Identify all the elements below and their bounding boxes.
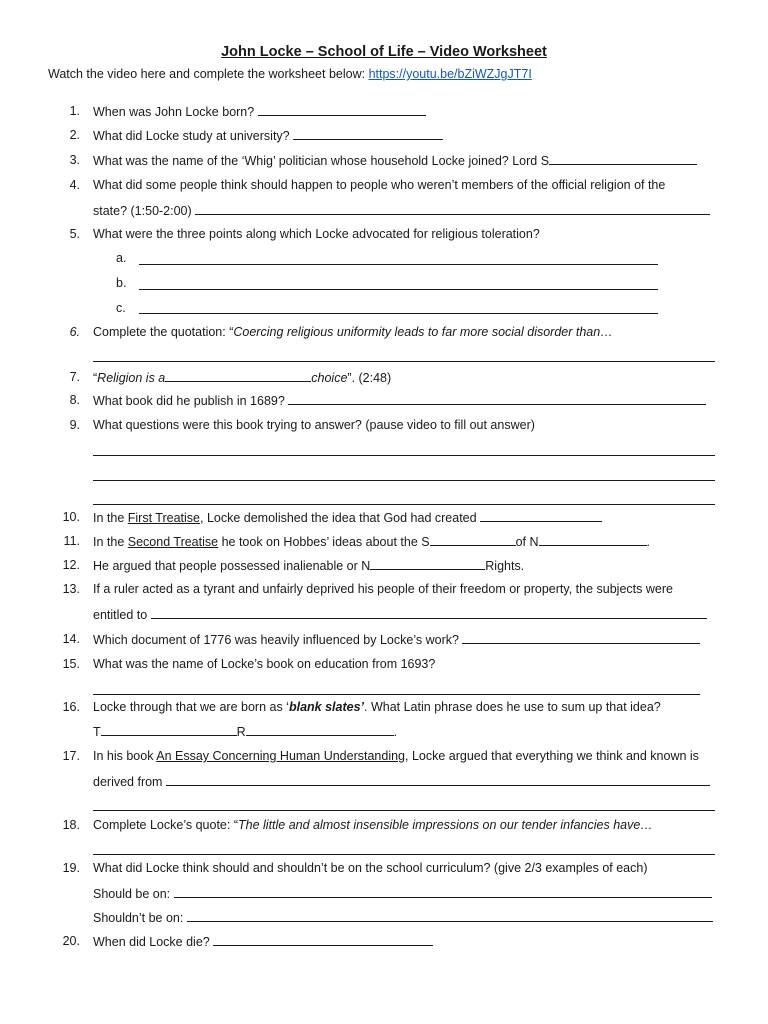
q16-t: T <box>93 725 101 739</box>
q15-number: 15. <box>62 657 80 671</box>
q7-open-quote: “ <box>93 371 98 385</box>
q13-answer-blank[interactable] <box>151 607 707 619</box>
q17-text-3: derived from <box>93 775 163 789</box>
q11-row <box>93 534 650 550</box>
q7-number: 7. <box>69 370 80 384</box>
q9-answer-blank-3[interactable] <box>93 504 715 505</box>
q4-row2 <box>93 203 710 219</box>
q10-answer-blank[interactable] <box>480 510 602 522</box>
q1-answer-blank[interactable] <box>258 104 426 116</box>
q4-text: What did some people think should happen to people who weren’t members of the official religion of the <box>93 178 666 192</box>
q10-number: 10. <box>62 510 80 524</box>
q15-text: What was the name of Locke’s book on education from 1693? <box>93 657 436 671</box>
q19-shouldnt-row <box>93 910 713 926</box>
q11-of-n: of N <box>515 535 539 549</box>
q13-row2 <box>93 607 707 623</box>
q20-text: When did Locke die? <box>93 935 210 949</box>
q11-text: In the <box>93 535 128 549</box>
q11-number: 11. <box>63 534 80 548</box>
q3-answer-blank[interactable] <box>549 153 697 165</box>
q16-row <box>93 700 661 715</box>
video-link[interactable]: https://youtu.be/bZiWZJgJT7I <box>368 67 532 81</box>
q7-choice: choice <box>311 371 348 385</box>
q12-number: 12. <box>62 558 80 572</box>
q16-text: Locke through that we are born as ‘ <box>93 700 289 714</box>
q13-number: 13. <box>62 582 80 596</box>
q4-answer-blank[interactable] <box>195 203 710 215</box>
q5-b-answer-blank[interactable] <box>139 289 658 290</box>
q14-answer-blank[interactable] <box>462 632 700 644</box>
intro-line <box>48 67 532 82</box>
q19-should-label: Should be on: <box>93 887 171 901</box>
q9-answer-blank-2[interactable] <box>93 480 715 481</box>
q18-answer-blank[interactable] <box>93 854 715 855</box>
q19-should-row <box>93 886 712 902</box>
q16-text-2: . What Latin phrase does he use to sum up that idea? <box>364 700 661 714</box>
intro-text: Watch the video here and complete the worksheet below: <box>48 67 369 81</box>
q9-text: What questions were this book trying to answer? (pause video to fill out answer) <box>93 418 535 432</box>
q13-text: If a ruler acted as a tyrant and unfairly deprived his people of their freedom or property, the subjects were <box>93 582 673 596</box>
q4-number: 4. <box>69 178 80 192</box>
q11-period: . <box>646 535 651 549</box>
q19-shouldnt-label: Shouldn’t be on: <box>93 911 184 925</box>
q16-answer-blank-2[interactable] <box>246 724 394 736</box>
q17-text-2: , Locke argued that everything we think and known is <box>405 749 699 763</box>
q16-blank-slates: blank slates’ <box>288 700 365 714</box>
q6-text: Complete the quotation: “ <box>93 325 234 339</box>
q3-number: 3. <box>69 153 80 167</box>
q17-answer-blank-1[interactable] <box>166 774 710 786</box>
q7-text: Religion is a <box>97 371 166 385</box>
q3-row <box>93 153 697 169</box>
worksheet-title: John Locke – School of Life – Video Worksheet <box>221 44 547 60</box>
q6-quote: Coercing religious uniformity leads to far more social disorder than… <box>233 325 613 339</box>
q6-row <box>93 325 613 340</box>
q7-row <box>93 370 391 386</box>
q2-row <box>93 128 443 144</box>
q16-r: R <box>236 725 246 739</box>
q5-text: What were the three points along which Locke advocated for religious toleration? <box>93 227 540 241</box>
q14-text: Which document of 1776 was heavily influenced by Locke’s work? <box>93 633 459 647</box>
q16-period: . <box>393 725 398 739</box>
q12-row <box>93 558 524 574</box>
q17-answer-blank-2[interactable] <box>93 810 715 811</box>
q16-number: 16. <box>62 700 80 714</box>
q11-text-2: he took on Hobbes’ ideas about the S <box>218 535 430 549</box>
q8-row <box>93 393 706 409</box>
q18-text: Complete Locke’s quote: “ <box>93 818 238 832</box>
q18-quote: The little and almost insensible impressions on our tender infancies have… <box>238 818 653 832</box>
q7-timestamp: ”. (2:48) <box>347 371 392 385</box>
q10-row <box>93 510 602 526</box>
q9-number: 9. <box>69 418 80 432</box>
q5-a-label: a. <box>116 251 127 265</box>
q19-number: 19. <box>62 861 80 875</box>
q19-text: What did Locke think should and shouldn’t be on the school curriculum? (give 2/3 examples of each) <box>93 861 648 875</box>
q10-text: In the <box>93 511 128 525</box>
q6-answer-blank[interactable] <box>93 361 715 362</box>
q17-row <box>93 749 699 764</box>
q5-number: 5. <box>69 227 80 241</box>
q5-b-label: b. <box>116 276 127 290</box>
q12-answer-blank[interactable] <box>370 558 485 570</box>
q17-book-title: An Essay Concerning Human Understanding <box>156 749 405 763</box>
q14-row <box>93 632 700 648</box>
q17-number: 17. <box>62 749 80 763</box>
q4-text-2: state? (1:50-2:00) <box>93 204 192 218</box>
q11-answer-blank-1[interactable] <box>430 534 516 546</box>
q19-should-answer-blank[interactable] <box>174 886 712 898</box>
q8-number: 8. <box>69 393 80 407</box>
q20-row <box>93 934 433 950</box>
q8-text: What book did he publish in 1689? <box>93 394 285 408</box>
q5-a-answer-blank[interactable] <box>139 264 658 265</box>
q7-answer-blank[interactable] <box>165 370 311 382</box>
q6-number: 6. <box>69 325 80 339</box>
q17-row2 <box>93 774 710 790</box>
q2-number: 2. <box>69 128 80 142</box>
q2-answer-blank[interactable] <box>293 128 443 140</box>
q18-number: 18. <box>62 818 80 832</box>
q16-answer-blank-1[interactable] <box>101 724 237 736</box>
q20-answer-blank[interactable] <box>213 934 433 946</box>
q14-number: 14. <box>62 632 80 646</box>
q16-row2 <box>93 724 397 740</box>
q1-number: 1. <box>69 104 80 118</box>
q9-answer-blank-1[interactable] <box>93 455 715 456</box>
q1-row <box>93 104 426 120</box>
q1-text: When was John Locke born? <box>93 105 255 119</box>
q19-shouldnt-answer-blank[interactable] <box>187 910 713 922</box>
q17-text: In his book <box>93 749 157 763</box>
q12-text: He argued that people possessed inalienable or N <box>93 559 371 573</box>
q3-text: What was the name of the ‘Whig’ politician whose household Locke joined? Lord S <box>93 154 550 168</box>
q20-number: 20. <box>62 934 80 948</box>
q11-book-title: Second Treatise <box>127 535 219 549</box>
q18-row <box>93 818 653 833</box>
q15-answer-blank[interactable] <box>93 694 700 695</box>
q5-c-label: c. <box>116 301 126 315</box>
q2-text: What did Locke study at university? <box>93 129 290 143</box>
q13-text-2: entitled to <box>93 608 148 622</box>
q10-text-2: , Locke demolished the idea that God had created <box>200 511 477 525</box>
q8-answer-blank[interactable] <box>288 393 706 405</box>
q5-c-answer-blank[interactable] <box>139 313 658 314</box>
q10-book-title: First Treatise <box>127 511 200 525</box>
q12-rights: Rights. <box>485 559 525 573</box>
q11-answer-blank-2[interactable] <box>539 534 647 546</box>
